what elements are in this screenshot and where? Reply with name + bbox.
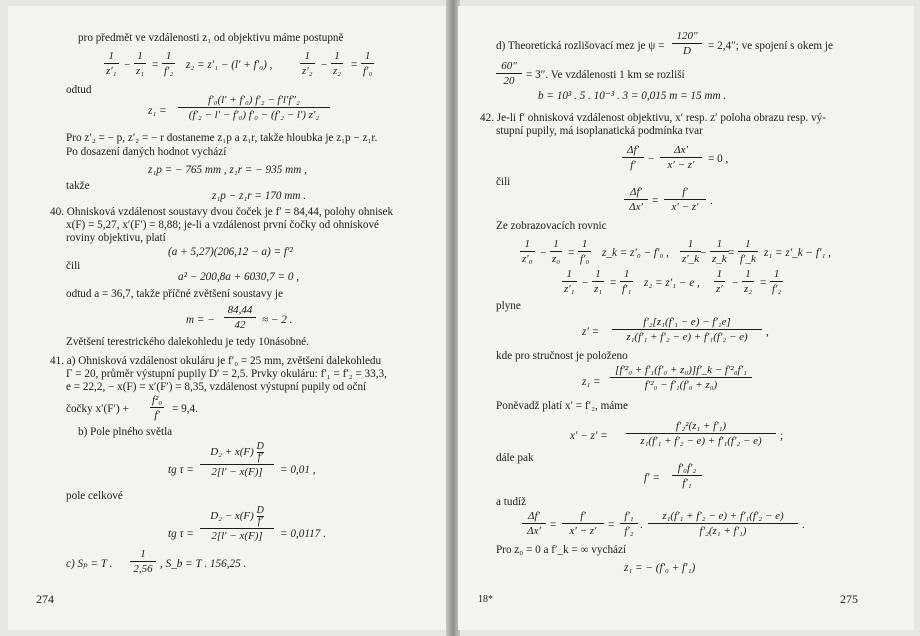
fraction: [f′²₀ + f′₁(f′₀ + z₀)]f′_k − f′²₀f′₁ f′²₀ − f′₁(f′₀ + z₀)	[610, 364, 752, 391]
fraction: 1 z_k	[712, 238, 727, 265]
fraction: 1 f′₂	[164, 50, 174, 77]
equation: b = 10³ . 5 . 10⁻³ . 3 = 0,015 m = 15 mm .	[538, 90, 727, 102]
fraction: 1 f′₁	[622, 268, 632, 295]
text-line: = 0 ,	[708, 153, 729, 165]
fraction: 1 z₀	[552, 238, 561, 265]
text-line: odtud a = 36,7, takže příčné zvětšení soustavy je	[66, 288, 283, 300]
text-line: 42. Je-li f′ ohnisková vzdálenost objektivu, x′ resp. z′ poloha obrazu resp. vý-	[480, 112, 826, 124]
fraction: 1 z′	[716, 268, 723, 295]
fraction: f′₂²(z₁ + f′₁) z₁(f′₁ + f′₂ − e) + f′₁(f′₂ − e)	[626, 420, 776, 447]
fraction: 1 z₁	[136, 50, 145, 77]
text-line: dále pak	[496, 452, 534, 464]
equation: z₁ =	[148, 105, 167, 117]
text-line: pro předmět ve vzdálenosti z₁ od objektivu máme postupně	[78, 32, 344, 44]
text-line: Pro z′₂ = − p, z′₂ = − r dostaneme z₁p a z₁r, takže hloubka je z₁p − z₁r.	[66, 132, 378, 144]
equation: z₁p = − 765 mm , z₁r = − 935 mm ,	[148, 164, 307, 176]
equation: ≈ − 2 .	[262, 314, 293, 326]
fraction: f′ x′ − z′	[664, 186, 706, 213]
text-line: = 9,4.	[172, 403, 198, 415]
signature-mark: 18*	[478, 594, 493, 605]
text-line: Poněvadž platí x′ = f′₂, máme	[496, 400, 628, 412]
text-line: čili	[66, 260, 81, 272]
text-line: pole celkové	[66, 490, 123, 502]
text-line: stupní pupily, má isoplanatická podmínka tvar	[496, 125, 703, 137]
fraction: f²₀ f′	[152, 394, 163, 421]
equation: m = −	[186, 314, 215, 326]
fraction: 1 z′₁	[106, 50, 117, 77]
text-line: odtud	[66, 84, 92, 96]
equation: = 0,01 ,	[280, 464, 316, 476]
text-line: roviny objektivu, platí	[66, 232, 166, 244]
fraction: D₂ − x(F) $\frac{D}{f'}$ 2[l′ − x(F)]	[200, 506, 274, 542]
equation: tg τ =	[168, 464, 194, 476]
text-line: Zvětšení terestrického dalekohledu je tedy 10násobné.	[66, 336, 309, 348]
text-line: d) Theoretická rozlišovací mez je ψ =	[496, 40, 665, 52]
fraction: Δx′ x′ − z′	[660, 144, 702, 171]
text-line: takže	[66, 180, 90, 192]
fraction: 1 z₂	[333, 50, 342, 77]
fraction: 1 2,56	[130, 548, 156, 575]
fraction: D₂ + x(F) $\frac{D}{f'}$ 2[l′ − x(F)]	[200, 442, 274, 478]
equation: z₁ = − (f′₀ + f′₁)	[624, 562, 696, 574]
fraction: f′₂[z₁(f′₁ − e) − f′₁e] z₁(f′₁ + f′₂ − e) + f′₁(f′₂ − e)	[612, 316, 762, 343]
fraction: f′ x′ − z′	[562, 510, 604, 537]
equation: = 0,0117 .	[280, 528, 326, 540]
fraction: 1 f′₀	[363, 50, 373, 77]
fraction: 120″ D	[672, 30, 702, 57]
text-line: = 2,4″; ve spojení s okem je	[708, 40, 834, 52]
fraction: z₁(f′₁ + f′₂ − e) + f′₁(f′₂ − e) f′₂(z₁ + f′₁)	[648, 510, 798, 537]
equation: z₂ = z′₁ − (l′ + f′₀) ,	[186, 59, 273, 71]
equation: , S_b = T . 156,25 .	[160, 558, 247, 570]
left-page: pro předmět ve vzdálenosti z₁ od objektivu máme postupně 1 z′₁ − 1 z₁ = 1 f′₂ z₂ = z′₁ − (l′ + f′₀) , 1 z′₂ − 1 z₂ = 1 f′₀ odtud z₁ = f′₀(l′ + f′₀) f′₂ − f′l′f″₂ (f′₂ − l′ − f′₀) f′₀ − (f′₂ − l′) z′₂ Pro z′₂ = − p, z′₂ = − r dostaneme z₁p a z₁r, takže hloubka je z₁p − z₁r. Po dosazení daných hodnot vychází z₁p = − 765 mm , z₁r = − 935 mm , takže z₁p − z₁r = 170 mm . 40. Ohnisková vzdálenost soustavy dvou čoček je f′ = 84,44, polohy ohnisek x(F) = 5,27, x′(F′) = 8,88; je-li a vzdálenost první čočky od ohniskové roviny objektivu, platí (a + 5,27)(206,12 − a) = f′² čili a² − 200,8a + 6030,7 = 0 , odtud a = 36,7, takže příčné zvětšení soustavy je m = − 84,44 42 ≈ − 2 . Zvětšení terestrického dalekohledu je tedy 10násobné. 41. a) Ohnisková vzdálenost okuláru je f′₀ = 25 mm, zvětšení dalekohledu Γ = 20, průměr výstupní pupily D′ = 2,5. Prvky okuláru: f′₁ = f′₂ = 33,3, e = 22,2, − x(F) = x′(F′) = 8,35, vzdálenost výstupní pupily od oční čočky x′(F′) + f²₀ f′ = 9,4. b) Pole plného světla tg τ = D₂ + x(F) $\frac{D}{f'}$ 2[l′ − x(F)] = 0,01 , pole celkové tg τ = D₂ − x(F) $\frac{D}{f'}$ 2[l′ − x(F)] = 0,0117 . c) Sₚ = T . 1 2,56 , S_b = T . 156,25 . 274	[8, 6, 448, 630]
equation: z_k = z′₀ − f′₀ ,	[602, 247, 669, 259]
fraction: 1 z₂	[744, 268, 753, 295]
equation: c) Sₚ = T .	[66, 558, 113, 570]
equation: z₂ = z′₁ − e ,	[644, 277, 700, 289]
equation: (a + 5,27)(206,12 − a) = f′²	[168, 246, 293, 258]
text-line: a tudíž	[496, 496, 527, 508]
text-line: x(F) = 5,27, x′(F′) = 8,88; je-li a vzdálenost první čočky od ohniskové	[66, 219, 379, 231]
fraction: f′₀(l′ + f′₀) f′₂ − f′l′f″₂ (f′₂ − l′ − f′₀) f′₀ − (f′₂ − l′) z′₂	[178, 94, 330, 121]
fraction: 1 z′₁	[564, 268, 575, 295]
text-line: 40. Ohnisková vzdálenost soustavy dvou čoček je f′ = 84,44, polohy ohnisek	[50, 206, 394, 218]
equation: f′ =	[644, 472, 660, 484]
text-line: kde pro stručnost je položeno	[496, 350, 628, 362]
text-line: b) Pole plného světla	[78, 426, 173, 438]
fraction: 1 f′₂	[772, 268, 782, 295]
text-line: e = 22,2, − x(F) = x′(F′) = 8,35, vzdálenost výstupní pupily od oční	[66, 381, 367, 393]
equation: z₁ =	[582, 376, 601, 388]
fraction: f′₁ f′₂	[620, 510, 638, 537]
text-line: čočky x′(F′) +	[66, 403, 129, 415]
fraction: 1 z′_k	[682, 238, 700, 265]
text-line: plyne	[496, 300, 521, 312]
text-line: Ze zobrazovacích rovnic	[496, 220, 607, 232]
page-number: 274	[36, 592, 54, 606]
fraction: 60″ 20	[496, 60, 522, 87]
right-page: d) Theoretická rozlišovací mez je ψ = 120″ D = 2,4″; ve spojení s okem je 60″ 20 = 3″. Ve vzdálenosti 1 km se rozliší b = 10³ . 5 . 10⁻³ . 3 = 0,015 m = 15 mm . 42. Je-li f′ ohnisková vzdálenost objektivu, x′ resp. z′ poloha obrazu resp. vý- stupní pupily, má isoplanatická podmínka tvar Δf′ f′ − Δx′ x′ − z′ = 0 , čili Δf′ Δx′ = f′ x′ − z′ . Ze zobrazovacích rovnic 1 z′₀ − 1 z₀ = 1 f′₀ z_k = z′₀ − f′₀ , 1 z′_k − 1 z_k = 1 f′_k z₁ = z′_k − f′₁ , 1 z′₁ − 1 z₁ = 1 f′₁ z₂ = z′₁ − e , 1 z′ − 1 z₂ = 1 f′₂ plyne z′ = f′₂[z₁(f′₁ − e) − f′₁e] z₁(f′₁ + f′₂ − e) + f′₁(f′₂ − e) , kde pro stručnost je položeno z₁ = [f′²₀ + f′₁(f′₀ + z₀)]f′_k − f′²₀f′₁ f′²₀ − f′₁(f′₀ + z₀) Poněvadž platí x′ = f′₂, máme x′ − z′ = f′₂²(z₁ + f′₁) z₁(f′₁ + f′₂ − e) + f′₁(f′₂ − e) ; dále pak f′ = f′₀f′₂ f′₁ a tudíž Δf′ Δx′ = f′ x′ − z′ = f′₁ f′₂ . z₁(f′₁ + f′₂ − e) + f′₁(f′₂ − e) f′₂(z₁ + f′₁) . Pro z₀ = 0 a f′_k = ∞ vychází z₁ = − (f′₀ + f′₁) 18* 275	[458, 6, 914, 630]
fraction: 1 f′_k	[740, 238, 756, 265]
fraction: 1 z₁	[594, 268, 603, 295]
fraction: 1 z′₂	[302, 50, 313, 77]
fraction: 1 f′₀	[580, 238, 590, 265]
equation: z₁ = z′_k − f′₁ ,	[764, 247, 831, 259]
text-line: Γ = 20, průměr výstupní pupily D′ = 2,5. Prvky okuláru: f′₁ = f′₂ = 33,3,	[66, 368, 387, 380]
equation: tg τ =	[168, 528, 194, 540]
text-line: = 3″. Ve vzdálenosti 1 km se rozliší	[526, 69, 685, 81]
equation: z₁p − z₁r = 170 mm .	[212, 190, 307, 202]
text-line: čili	[496, 176, 511, 188]
fraction: Δf′ Δx′	[522, 510, 546, 537]
equation: a² − 200,8a + 6030,7 = 0 ,	[178, 271, 300, 283]
text-line: Po dosazení daných hodnot vychází	[66, 146, 227, 158]
fraction: 84,44 42	[224, 304, 256, 331]
fraction: Δf′ f′	[622, 144, 644, 171]
text-line: 41. a) Ohnisková vzdálenost okuláru je f′₀ = 25 mm, zvětšení dalekohledu	[50, 355, 382, 367]
fraction: f′₀f′₂ f′₁	[672, 462, 702, 489]
equation: x′ − z′ =	[570, 430, 608, 442]
equation: z′ =	[582, 326, 600, 338]
fraction: Δf′ Δx′	[624, 186, 648, 213]
text-line: Pro z₀ = 0 a f′_k = ∞ vychází	[496, 544, 627, 556]
fraction: 1 z′₀	[522, 238, 533, 265]
page-number: 275	[840, 592, 858, 606]
